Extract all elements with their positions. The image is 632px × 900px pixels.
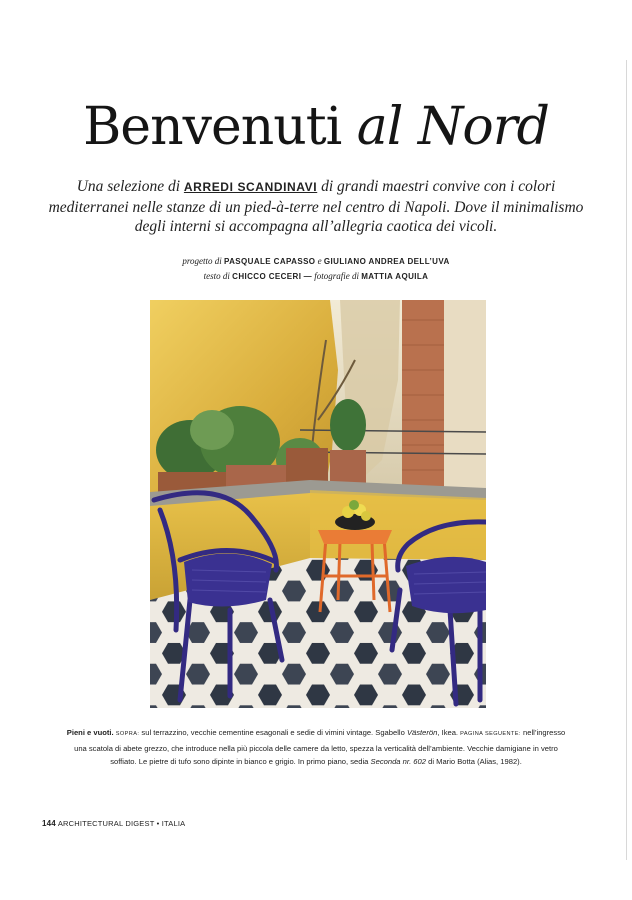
- credit-writer: CHICCO CECERI: [232, 272, 302, 281]
- caption-lead: Pieni e vuoti.: [66, 728, 114, 737]
- photo-caption: [60, 726, 572, 769]
- credit-designer-1: PASQUALE CAPASSO: [223, 257, 316, 266]
- credit-text-prefix: testo di: [203, 271, 230, 281]
- credit-project-prefix: progetto di: [182, 256, 222, 266]
- deck: [40, 177, 592, 237]
- caption-text-2: , Ikea.: [437, 728, 459, 737]
- caption-text-4: di Mario Botta (Alias, 1982).: [428, 757, 522, 766]
- deck-highlight: ARREDI SCANDINAVI: [183, 180, 318, 194]
- caption-label-above: SOPRA:: [115, 731, 140, 737]
- caption-text-3: nell’ingresso una scatola di abete grezzo, che introduce nella più piccola delle camere da letto, spezza la verticalità dell’ambiente. Vecchie damigiane in vetro soffiato. Le pietre di tufo sono dipinte in bianco e grigio. In primo piano, sedia: [74, 728, 566, 766]
- headline-italic: al Nord: [356, 97, 549, 157]
- credit-dash: —: [303, 272, 312, 281]
- headline-roman: Benvenuti: [83, 97, 342, 157]
- deck-part1: Una selezione di: [76, 178, 181, 195]
- publication-name: ARCHITECTURAL DIGEST • ITALIA: [57, 819, 186, 828]
- page-number: 144: [42, 819, 56, 828]
- credits: [100, 254, 532, 284]
- headline: [0, 92, 632, 162]
- credit-connector: e: [317, 256, 322, 266]
- credit-designer-2: GIULIANO ANDREA DELL’UVA: [323, 257, 450, 266]
- caption-italic-2: Seconda nr. 602: [370, 757, 426, 766]
- caption-italic-1: Västerön: [406, 728, 438, 737]
- caption-text-1: sul terrazzino, vecchie cementine esagonali e sedie di vimini vintage. Sgabello: [141, 728, 405, 737]
- credit-photographer: MATTIA AQUILA: [361, 272, 429, 281]
- credits-line-2: [100, 269, 532, 284]
- terrace-photo: [150, 300, 486, 708]
- deck-part2: di grandi maestri convive con i colori mediterranei nelle stanze di un pied-à-terre nel centro di Napoli. Dove il minimalismo degli interni si accompagna all’allegria caotica dei vicoli.: [48, 178, 584, 235]
- credits-line-1: [100, 254, 532, 269]
- folio: [42, 819, 185, 828]
- page-edge-line: [626, 60, 627, 860]
- credit-photo-prefix: fotografie di: [314, 271, 359, 281]
- caption-label-next-page: PAGINA SEGUENTE:: [460, 731, 521, 737]
